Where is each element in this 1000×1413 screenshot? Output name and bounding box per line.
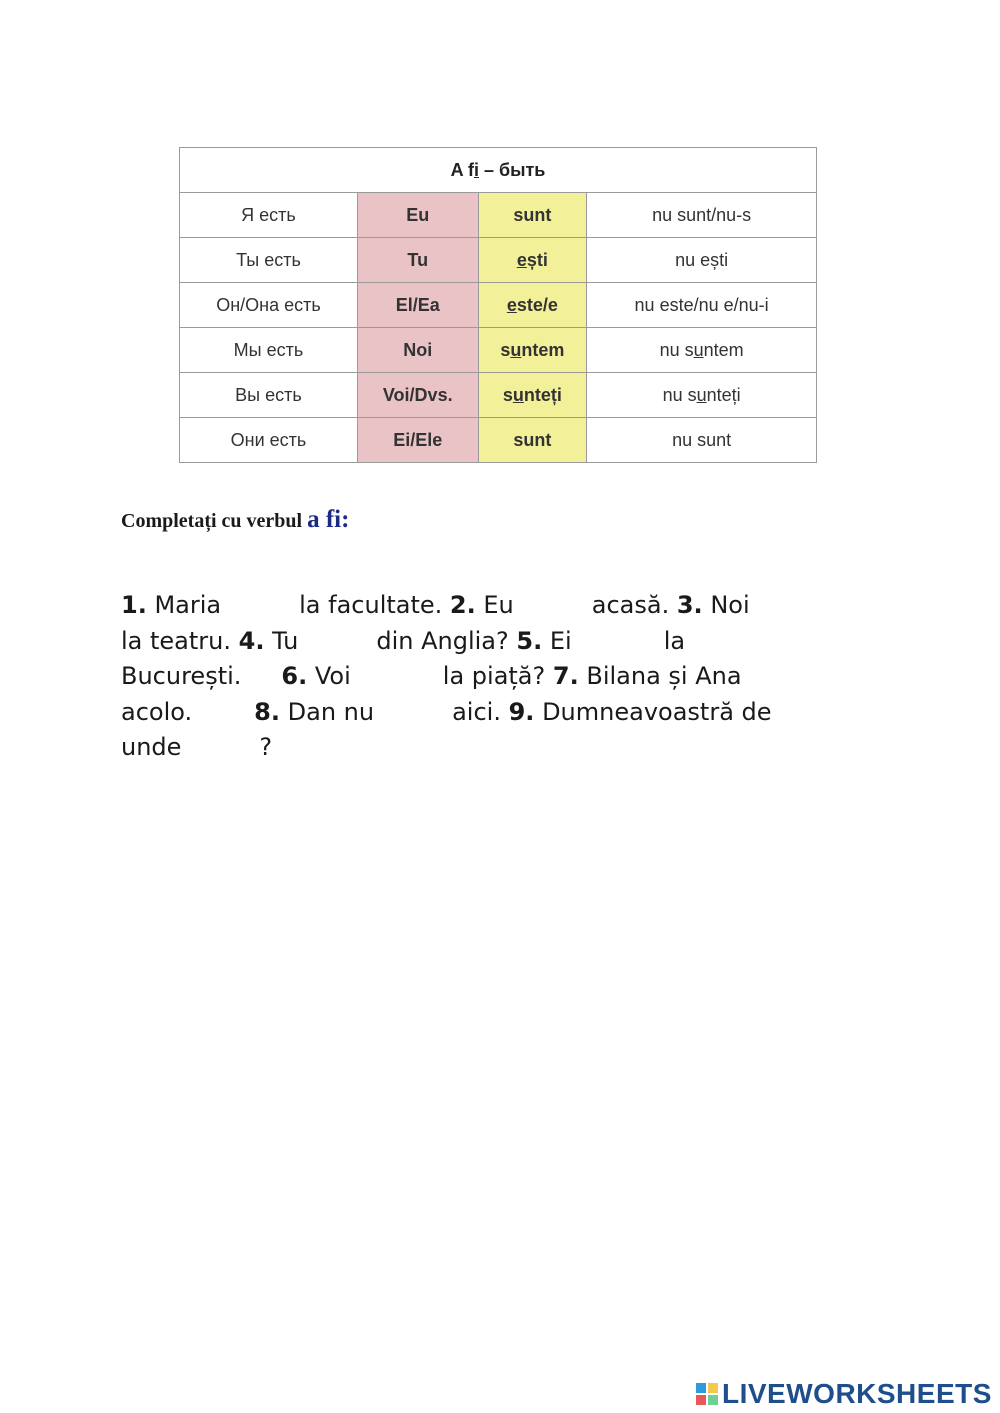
sentence-fragment: Eu	[483, 591, 514, 619]
exercise-line-3	[121, 662, 742, 690]
pronoun-cell: El/Ea	[357, 283, 478, 328]
sentence-fragment: Tu	[272, 627, 299, 655]
instruction-verb: a fi:	[307, 506, 350, 533]
pronoun-cell: Eu	[357, 193, 478, 238]
sentence-fragment: la	[663, 627, 686, 655]
exercise-line-1	[121, 591, 750, 619]
sentence-fragment: aici.	[452, 698, 501, 726]
item-number: 4.	[238, 627, 265, 655]
sentence-fragment: acasă.	[591, 591, 670, 619]
pronoun-cell: Ei/Ele	[357, 418, 478, 463]
instruction-text: Completați cu verbul	[121, 510, 303, 532]
negative-cell: nu este/nu e/nu-i	[587, 283, 817, 328]
pronoun-cell: Voi/Dvs.	[357, 373, 478, 418]
logo-text: LIVEWORKSHEETS	[722, 1378, 992, 1409]
negative-cell: nu ești	[587, 238, 817, 283]
item-number: 5.	[516, 627, 543, 655]
table-row	[180, 238, 817, 283]
exercise-line-2	[121, 627, 685, 655]
russian-cell: Мы есть	[180, 328, 358, 373]
negative-cell: nu sunteți	[587, 373, 817, 418]
verb-cell: este/e	[478, 283, 587, 328]
exercise-line-4	[121, 698, 772, 726]
item-number: 9.	[508, 698, 535, 726]
verb-cell: ești	[478, 238, 587, 283]
item-number: 2.	[449, 591, 476, 619]
sentence-fragment: unde	[121, 733, 182, 761]
item-number: 7.	[552, 662, 579, 690]
sentence-fragment: din Anglia?	[376, 627, 509, 655]
russian-cell: Я есть	[180, 193, 358, 238]
sentence-fragment: Voi	[314, 662, 351, 690]
verb-cell: sunteți	[478, 373, 587, 418]
table-row	[180, 418, 817, 463]
sentence-fragment: Bilana și Ana	[586, 662, 742, 690]
table-row	[180, 193, 817, 238]
sentence-fragment: București.	[121, 662, 242, 690]
logo-icon	[696, 1383, 718, 1405]
item-number: 8.	[254, 698, 280, 726]
sentence-fragment: ?	[259, 733, 273, 761]
negative-cell: nu suntem	[587, 328, 817, 373]
item-number: 6.	[281, 662, 308, 690]
russian-cell: Он/Она есть	[180, 283, 358, 328]
verb-cell: sunt	[478, 193, 587, 238]
russian-cell: Они есть	[180, 418, 358, 463]
verb-cell: sunt	[478, 418, 587, 463]
exercise-line-5	[121, 733, 272, 761]
sentence-fragment: Ei	[549, 627, 572, 655]
verb-cell: suntem	[478, 328, 587, 373]
negative-cell: nu sunt/nu-s	[587, 193, 817, 238]
sentence-fragment: Dumneavoastră de	[542, 698, 772, 726]
sentence-fragment: acolo.	[121, 698, 193, 726]
sentence-fragment: Dan nu	[287, 698, 375, 726]
sentence-fragment: la facultate.	[299, 591, 443, 619]
table-title: A fi – быть	[180, 148, 817, 193]
item-number: 1.	[121, 591, 147, 619]
item-number: 3.	[676, 591, 703, 619]
table-row	[180, 283, 817, 328]
instruction-heading	[121, 506, 349, 534]
sentence-fragment: Noi	[710, 591, 750, 619]
conjugation-table	[179, 147, 817, 463]
pronoun-cell: Noi	[357, 328, 478, 373]
russian-cell: Вы есть	[180, 373, 358, 418]
russian-cell: Ты есть	[180, 238, 358, 283]
table-row	[180, 373, 817, 418]
negative-cell: nu sunt	[587, 418, 817, 463]
pronoun-cell: Tu	[357, 238, 478, 283]
liveworksheets-logo	[696, 1376, 992, 1412]
table-row	[180, 328, 817, 373]
table-header-row	[180, 148, 817, 193]
sentence-fragment: la piață?	[442, 662, 546, 690]
sentence-fragment: Maria	[154, 591, 222, 619]
sentence-fragment: la teatru.	[121, 627, 232, 655]
